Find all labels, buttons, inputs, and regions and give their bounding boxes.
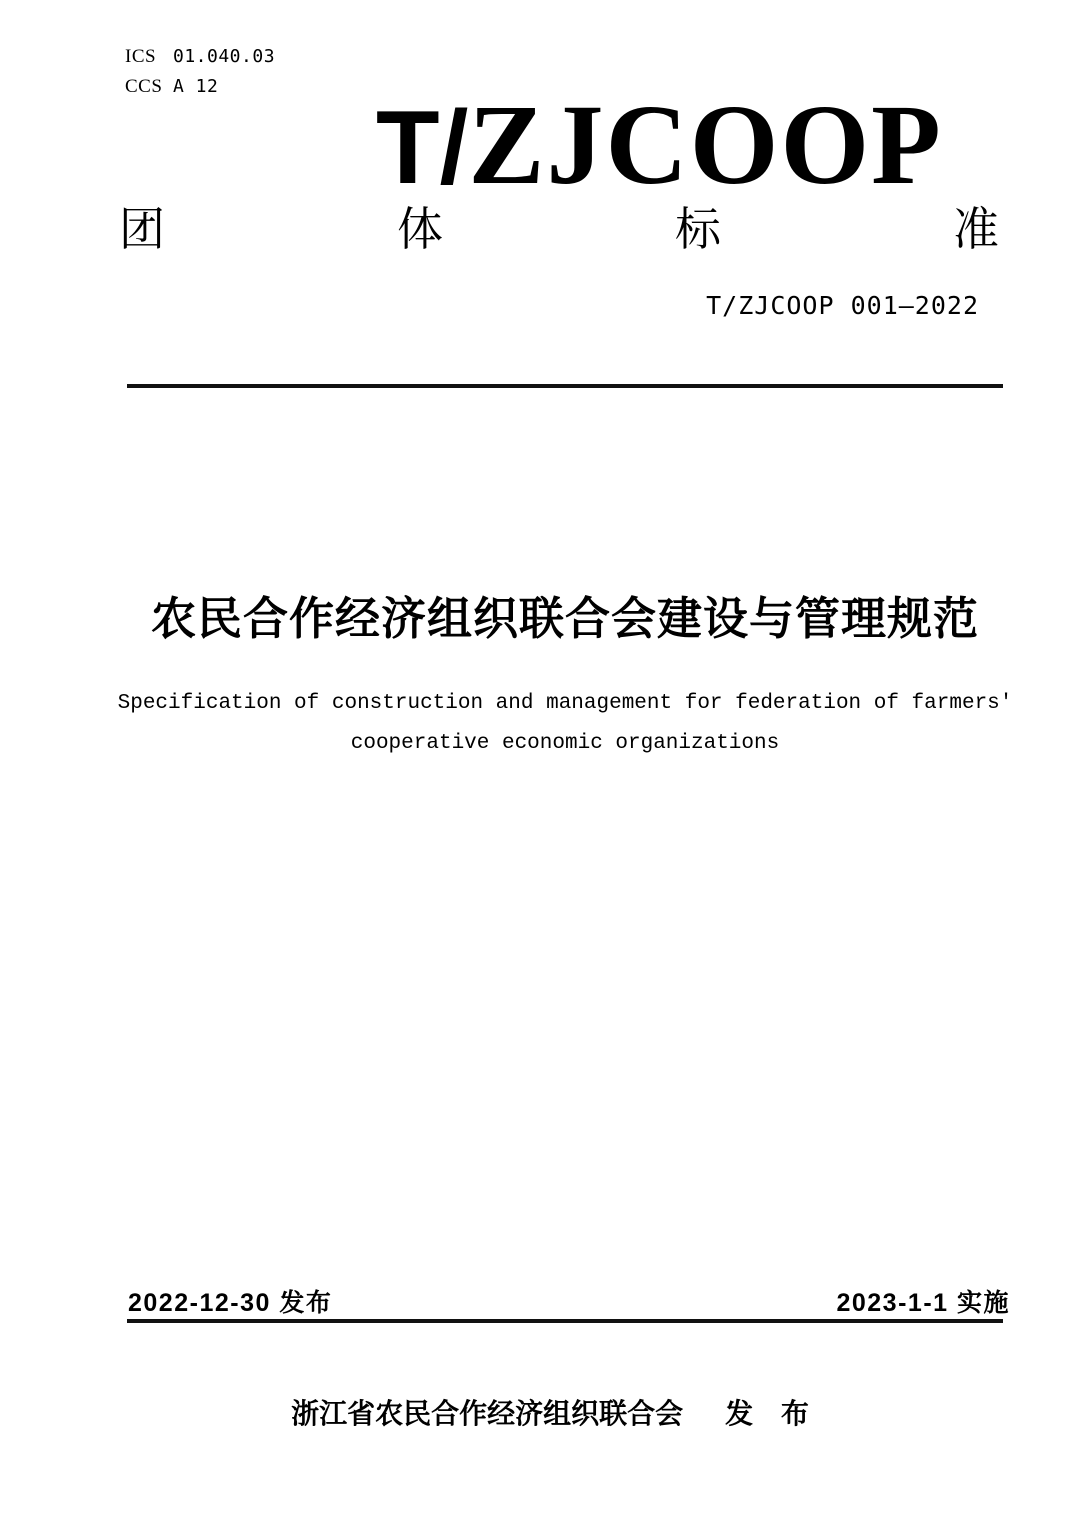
logo-prefix: T/ xyxy=(376,90,469,206)
standard-type-char: 标 xyxy=(675,203,721,255)
document-title-en xyxy=(90,684,1040,764)
ics-row xyxy=(125,46,275,76)
ccs-value: A 12 xyxy=(173,76,219,97)
footer-divider xyxy=(127,1319,1003,1323)
standard-type-char: 准 xyxy=(953,203,999,255)
logo-body: ZJCOOP xyxy=(468,81,943,208)
ics-value: 01.040.03 xyxy=(173,46,276,67)
classification-codes xyxy=(125,46,275,106)
ccs-label: CCS xyxy=(125,76,163,97)
standard-body-logo xyxy=(376,81,943,208)
standard-type-label xyxy=(119,204,999,255)
publisher-name: 浙江省农民合作经济组织联合会 xyxy=(291,1398,684,1429)
header-divider xyxy=(127,384,1003,388)
document-title-en-line1: Specification of construction and management for federation of farmers' xyxy=(117,692,1013,715)
standard-type-char: 团 xyxy=(119,203,165,255)
date-row xyxy=(128,1283,1010,1319)
standard-type-char: 体 xyxy=(397,203,443,255)
issue-date: 2022-12-30 发布 xyxy=(128,1289,333,1317)
publisher-row xyxy=(105,1392,1005,1432)
publish-label: 发 布 xyxy=(725,1398,819,1429)
ccs-row xyxy=(125,76,275,106)
document-title-zh: 农民合作经济组织联合会建设与管理规范 xyxy=(150,593,979,644)
document-title-en-line2: cooperative economic organizations xyxy=(350,732,780,755)
implement-date: 2023-1-1 实施 xyxy=(836,1289,1010,1317)
ics-label: ICS xyxy=(125,46,157,67)
standard-number: T/ZJCOOP 001—2022 xyxy=(706,291,979,320)
